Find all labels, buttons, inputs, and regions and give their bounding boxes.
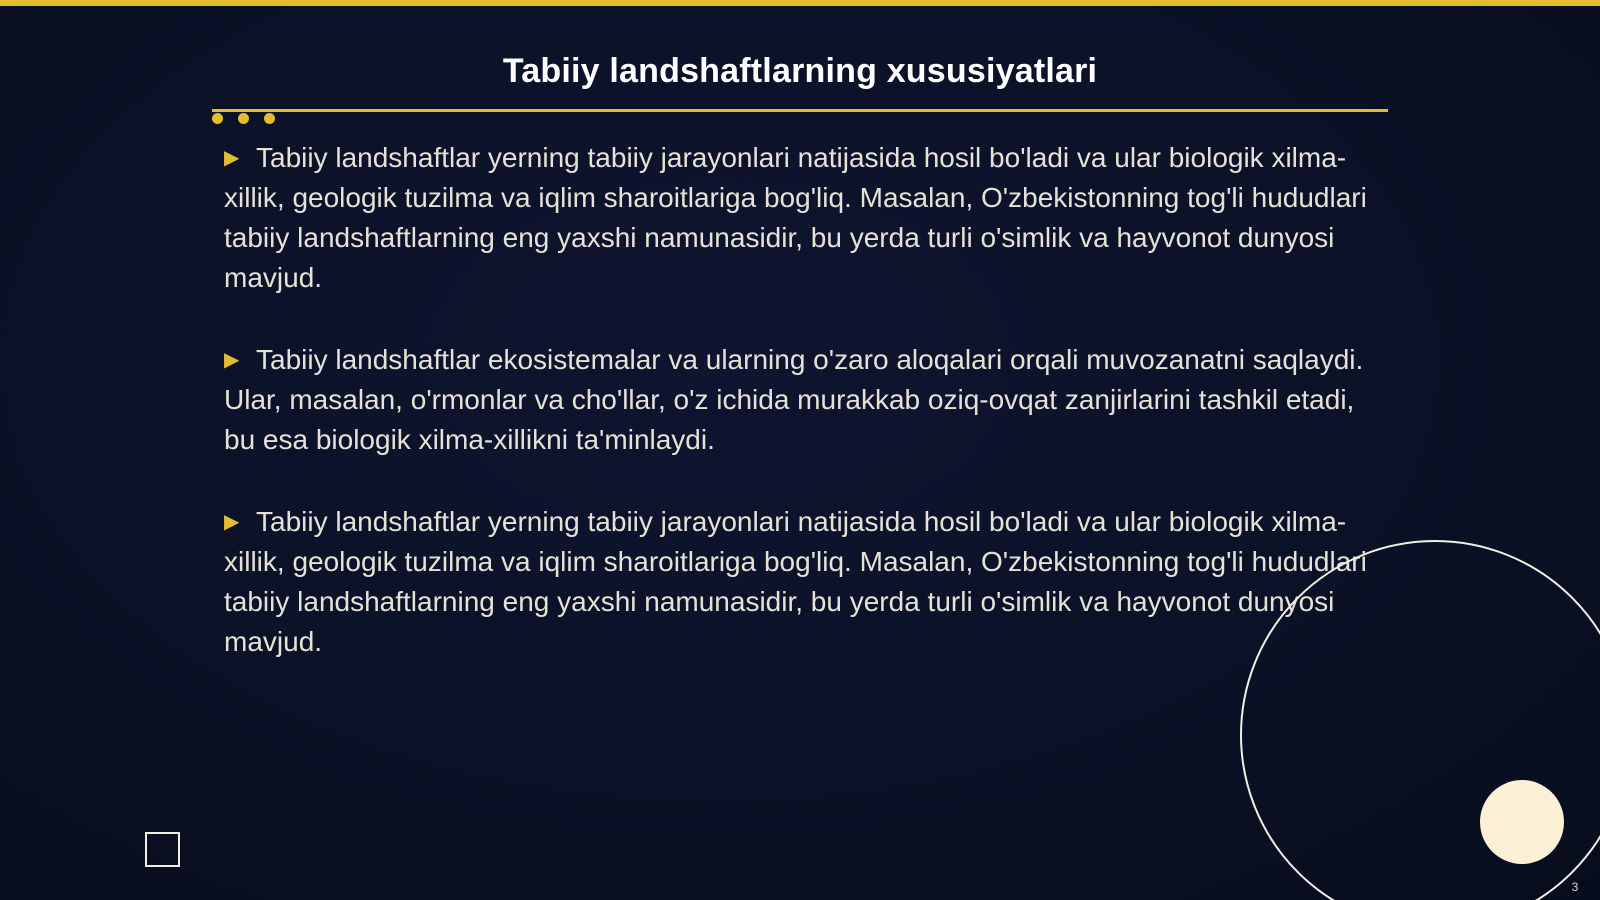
- bullet-paragraph: [224, 340, 1374, 460]
- slide-number: 3: [1571, 880, 1579, 894]
- bullet-text: Tabiiy landshaftlar ekosistemalar va ularning o'zaro aloqalari orqali muvozanatni saqlaydi. Ular, masalan, o'rmonlar va cho'llar, o'z ichida murakkab oziq-ovqat zanjirlarini tashkil etadi, bu esa biologik xilma-xillikni ta'minlaydi.: [224, 344, 1364, 455]
- title-dots-decoration: [212, 113, 282, 125]
- bullet-arrow-icon: ▶: [224, 349, 240, 371]
- decor-outline-square: [145, 832, 180, 867]
- bullet-text: Tabiiy landshaftlar yerning tabiiy jarayonlari natijasida hosil bo'ladi va ular biologik xilma-xillik, geologik tuzilma va iqlim sharoitlariga bog'liq. Masalan, O'zbekistonning tog'li hududlari tabiiy landshaftlarning eng yaxshi namunasidir, bu yerda turli o'simlik va hayvonot dunyosi mavjud.: [224, 506, 1367, 657]
- bullet-arrow-icon: ▶: [224, 147, 240, 169]
- bullet-text: Tabiiy landshaftlar yerning tabiiy jarayonlari natijasida hosil bo'ladi va ular biologik xilma-xillik, geologik tuzilma va iqlim sharoitlariga bog'liq. Masalan, O'zbekistonning tog'li hududlari tabiiy landshaftlarning eng yaxshi namunasidir, bu yerda turli o'simlik va hayvonot dunyosi mavjud.: [224, 142, 1367, 293]
- decor-dot: [264, 113, 275, 124]
- decor-dot: [212, 113, 223, 124]
- bullet-paragraph: [224, 138, 1374, 298]
- slide-title: Tabiiy landshaftlarning xususiyatlari: [502, 52, 1098, 90]
- title-underline: [212, 109, 1388, 112]
- bullet-arrow-icon: ▶: [224, 511, 240, 533]
- decor-filled-circle: [1480, 780, 1564, 864]
- top-accent-bar: [0, 0, 1600, 6]
- slide-body: [224, 138, 1374, 704]
- decor-dot: [238, 113, 249, 124]
- bullet-paragraph: [224, 502, 1374, 662]
